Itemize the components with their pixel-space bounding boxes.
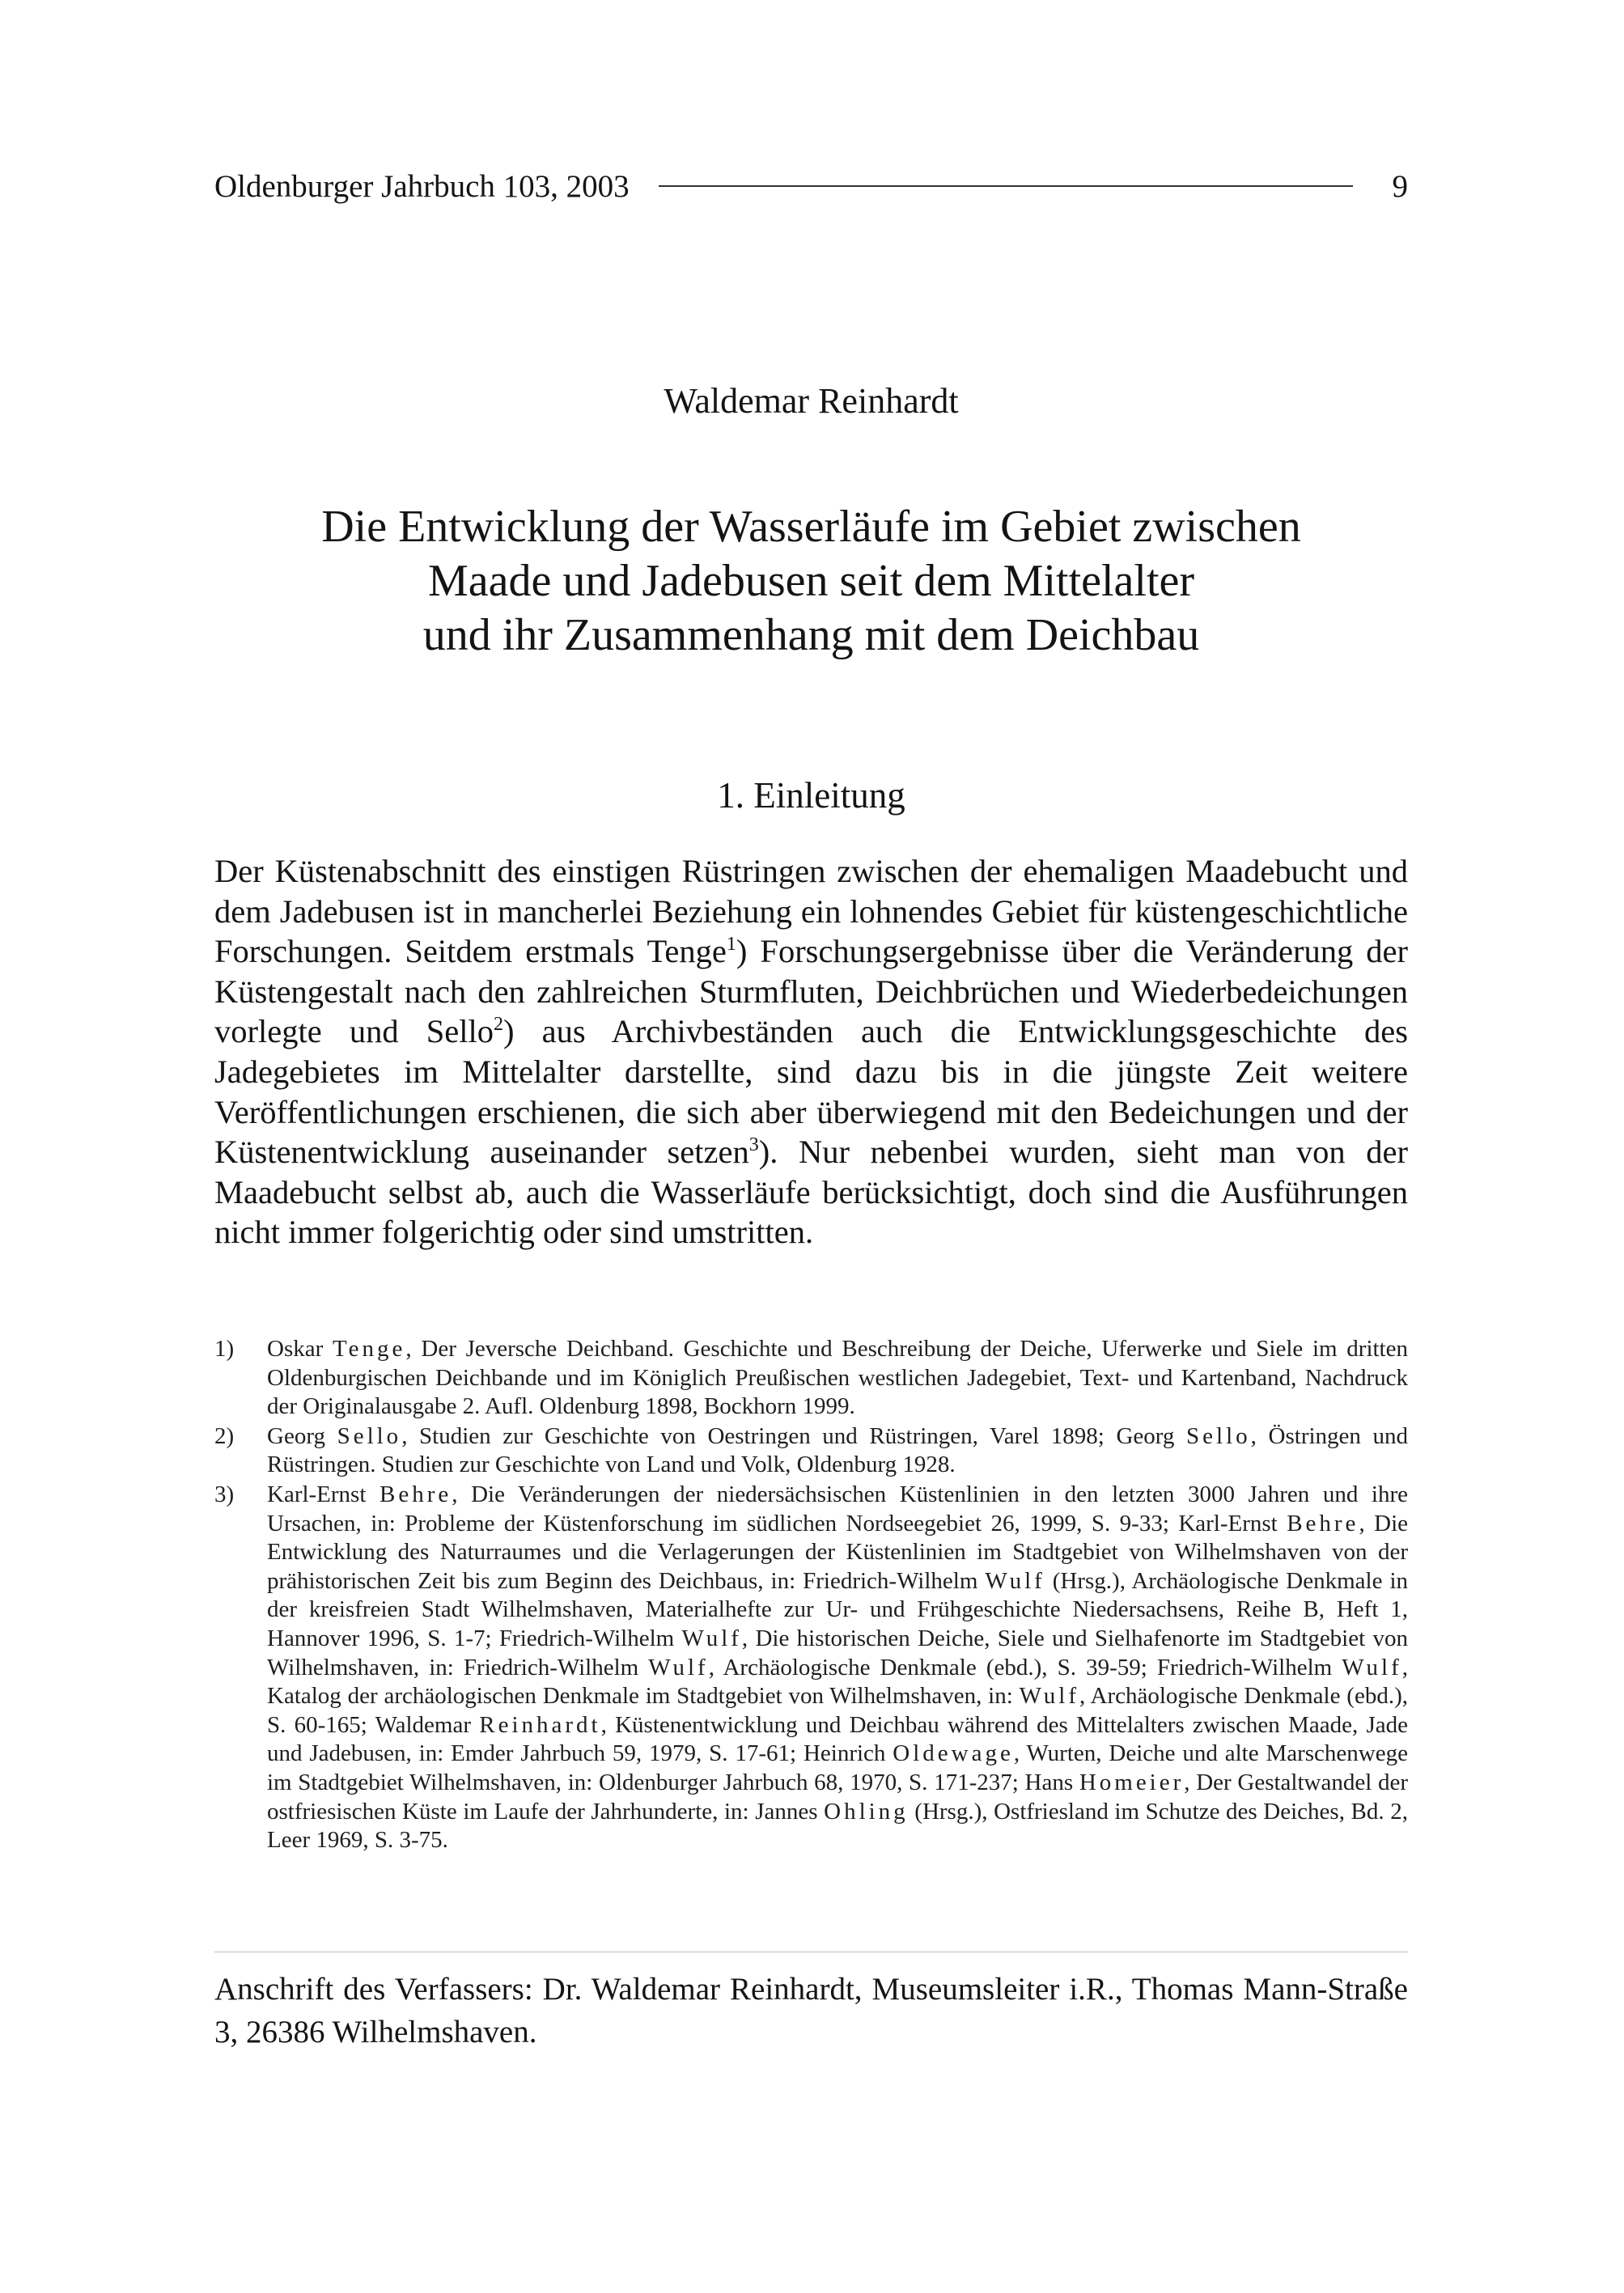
footnote-segment: , Katalog der archäologischen Denkmale im Stadtgebiet von Wilhelmshaven, in:: [267, 1654, 1408, 1710]
footnote-segment: , Die historischen Deiche, Siele und Sielhafenorte im Stadtgebiet von Wilhelmshaven, in: Friedrich-Wilhelm: [267, 1625, 1408, 1681]
paragraph-text: ) aus Archivbeständen auch die Entwicklungsgeschichte des Jadegebietes im Mittelalter darstellte, sind dazu bis in die jüngste Zeit weitere Veröffentlichungen erschienen, die sich aber überwiegend mit den Bedeichungen und der Küstenentwicklung auseinander setzen: [214, 1013, 1408, 1171]
footnote-number: 3): [214, 1481, 235, 1507]
paragraph-text: ) Forschungsergebnisse über die Veränderung der Küstengestalt nach den zahlreichen Sturmfluten, Deichbrüchen und Wiederbedeichungen vorlegte und Sello: [214, 933, 1408, 1050]
footnote-segment: (Hrsg.), Ostfriesland im Schutze des Deiches, Bd. 2, Leer 1969, S. 3-75.: [267, 1798, 1408, 1854]
article-title: [214, 500, 1408, 663]
footnote-segment: , Küstenentwicklung und Deichbau während des Mittelalters zwischen Maade, Jade und Jadebusen, in: Emder Jahrbuch 59, 1979, S. 17-61; Heinrich: [267, 1711, 1408, 1767]
author-surname: Sello: [1186, 1422, 1251, 1449]
paragraph-text: Der Küstenabschnitt des einstigen Rüstringen zwischen der ehemaligen Maadebucht und dem Jadebusen ist in mancherlei Beziehung ein lohnendes Gebiet für küstengeschichtliche Forschungen. Seitdem erstmals Tenge: [214, 853, 1408, 970]
footnote-segment: , Archäologische Denkmale (ebd.), S. 39-59; Friedrich-Wilhelm: [708, 1654, 1342, 1681]
title-line: Die Entwicklung der Wasserläufe im Gebiet zwischen: [321, 502, 1301, 552]
footnote: [214, 1335, 1408, 1422]
footnote-segment: Karl-Ernst: [267, 1481, 379, 1507]
page-number: 9: [1392, 168, 1408, 204]
footnote-ref: 3: [748, 1134, 759, 1156]
header-rule: [659, 185, 1353, 187]
footnote-segment: , Wurten, Deiche und alte Marschenwege im Stadtgebiet Wilhelmshaven, in: Oldenburger Jahrbuch 68, 1970, S. 171-237; Hans: [267, 1740, 1408, 1795]
footnote-segment: , Der Gestaltwandel der ostfriesischen Küste im Laufe der Jahrhunderte, in: Jannes: [267, 1769, 1408, 1825]
footnote-text: [267, 1481, 1408, 1855]
footnote-number: 1): [214, 1336, 235, 1362]
footnote-number: 2): [214, 1422, 235, 1449]
author-surname: Oldewage: [893, 1740, 1014, 1767]
paragraph-text: ). Nur nebenbei wurden, sieht man von der Maadebucht selbst ab, auch die Wasserläufe berücksichtigt, doch sind die Ausführungen nicht immer folgerichtig oder sind umstritten.: [214, 1134, 1408, 1251]
footnote-ref: 1: [726, 934, 736, 956]
footnote-segment: (Hrsg.), Archäologische Denkmale in der kreisfreien Stadt Wilhelmshaven, Materialhefte zur Ur- und Frühgeschichte Niedersachsens, Reihe B, Heft 1, Hannover 1996, S. 1-7; Friedrich-Wilhelm: [267, 1567, 1408, 1651]
footnote-segment: Oskar: [267, 1336, 333, 1362]
footnote-segment: , Östringen und Rüstringen. Studien zur Geschichte von Land und Volk, Oldenburg 1928.: [267, 1422, 1409, 1478]
author-surname: Tenge: [332, 1336, 406, 1362]
footnote-segment: , Der Jeversche Deichband. Geschichte und Beschreibung der Deiche, Uferwerke und Siele im dritten Oldenburgischen Deichbande und im Königlich Preußischen westlichen Jadegebiet, Text- und Kartenband, Nachdruck der Originalausgabe 2. Aufl. Oldenburg 1898, Bockhorn 1999.: [267, 1336, 1408, 1420]
author-surname: Wulf: [648, 1654, 709, 1681]
author-surname: Wulf: [681, 1625, 742, 1651]
author-surname: Ohling: [824, 1798, 909, 1825]
footnote-segment: , Die Veränderungen der niedersächsischen Küstenlinien in den letzten 3000 Jahren und ihre Ursachen, in: Probleme der Küstenforschung im südlichen Nordseegebiet 26, 1999, S. 9-33; Karl-Ernst: [267, 1481, 1409, 1536]
footnote-segment: , Die Entwicklung des Naturraumes und die Verlagerungen der Küstenlinien im Stadtgebiet von Wilhelmshaven von der prähistorischen Zeit bis zum Beginn des Deichbaus, in: Friedrich-Wilhelm: [267, 1510, 1409, 1594]
author-address: Anschrift des Verfassers: Dr. Waldemar Reinhardt, Museumsleiter i.R., Thomas Mann-Straße 3, 26386 Wilhelmshaven.: [214, 1972, 1408, 2049]
title-line: Maade und Jadebusen seit dem Mittelalter: [427, 556, 1195, 606]
author-surname: Wulf: [1019, 1683, 1080, 1710]
journal-citation: Oldenburger Jahrbuch 103, 2003: [214, 168, 630, 204]
article-author: Waldemar Reinhardt: [664, 381, 959, 421]
author-surname: Homeier: [1079, 1769, 1185, 1795]
section-heading: 1. Einleitung: [717, 775, 905, 816]
footnote-segment: , Studien zur Geschichte von Oestringen und Rüstringen, Varel 1898; Georg: [401, 1422, 1187, 1449]
footnotes: [214, 1335, 1408, 1856]
footnote: [214, 1422, 1408, 1480]
footnote-text: [267, 1422, 1408, 1480]
introduction-paragraph: [214, 851, 1408, 1252]
footnote-text: [267, 1335, 1408, 1422]
footnote-segment: , Archäologische Denkmale (ebd.), S. 60-165; Waldemar: [267, 1683, 1408, 1738]
title-line: und ihr Zusammenhang mit dem Deichbau: [422, 610, 1200, 660]
author-surname: Wulf: [985, 1567, 1045, 1594]
footnote: [214, 1481, 1408, 1855]
footnote-segment: Georg: [267, 1422, 337, 1449]
running-head: [214, 163, 1408, 209]
author-surname: Behre: [1287, 1510, 1359, 1536]
author-surname: Behre: [379, 1481, 452, 1507]
author-surname: Sello: [337, 1422, 402, 1449]
author-surname: Reinhardt: [479, 1711, 601, 1738]
footnote-ref: 2: [493, 1014, 503, 1036]
author-surname: Wulf: [1342, 1654, 1402, 1681]
